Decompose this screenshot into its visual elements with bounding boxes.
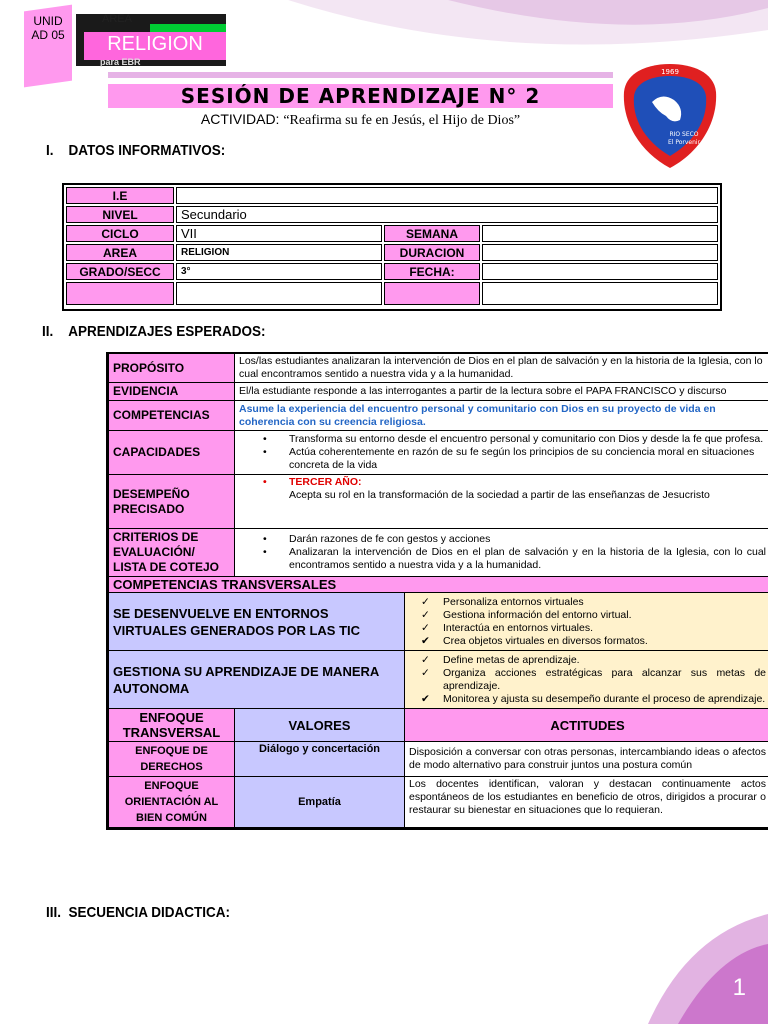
table-row xyxy=(66,225,718,242)
table-row xyxy=(109,529,768,577)
table-row xyxy=(109,401,768,431)
check-icon: ✔ xyxy=(421,692,430,705)
evidencia-text: El/la estudiante responde a las interrogantes a partir de la lectura sobre el PAPA FRANCISCO y discurso xyxy=(235,383,768,401)
semana-value xyxy=(482,225,718,242)
list-item: ✓ Define metas de aprendizaje. xyxy=(421,653,580,666)
autonoma-list xyxy=(405,651,768,709)
fecha-label: FECHA: xyxy=(384,263,480,280)
criterios-label: CRITERIOS DE EVALUACIÓN/ LISTA DE COTEJO xyxy=(109,529,235,577)
table-row xyxy=(109,475,768,529)
list-item: ✓ Gestiona información del entorno virtual. xyxy=(421,608,632,621)
section-1-title: DATOS INFORMATIVOS: xyxy=(68,142,226,159)
table-row xyxy=(109,742,768,777)
list-item: Acepta su rol en la transformación de la sociedad a partir de las enseñanzas de Jesucristo xyxy=(289,489,710,501)
transversales-heading: COMPETENCIAS TRANSVERSALES xyxy=(109,577,768,593)
table-row xyxy=(109,383,768,401)
logo-year: 1969 xyxy=(661,68,679,76)
decorative-header-wave xyxy=(248,0,768,60)
unit-label: UNID AD 05 xyxy=(31,14,65,42)
proposito-label: PROPÓSITO xyxy=(109,354,235,383)
duracion-value xyxy=(482,244,718,261)
enfoque-name: ENFOQUE DE DERECHOS xyxy=(109,742,235,777)
list-item: • Transforma su entorno desde el encuentro personal y comunitario con Dios y desde la fe que profesa. xyxy=(263,433,764,445)
capacidades-list xyxy=(235,431,768,475)
section-1-number: I. xyxy=(46,142,54,159)
list-item: ✔ Crea objetos virtuales en diversos formatos. xyxy=(421,634,648,647)
desempeno-text xyxy=(235,475,768,529)
school-logo-icon xyxy=(622,62,718,170)
info-table xyxy=(62,183,722,311)
table-row xyxy=(66,206,718,223)
enfoque-value: Empatía xyxy=(235,777,405,828)
section-2-number: II. xyxy=(42,323,54,340)
tic-label: SE DESENVUELVE EN ENTORNOS VIRTUALES GENERADOS POR LAS TIC xyxy=(109,593,405,651)
enfoque-header: ENFOQUE TRANSVERSAL xyxy=(109,709,235,742)
blank-label xyxy=(66,282,174,305)
area-subtitle: para EBR xyxy=(100,57,141,67)
check-icon: ✓ xyxy=(421,595,430,608)
enfoque-name: ENFOQUE ORIENTACIÓN AL BIEN COMÚN xyxy=(109,777,235,828)
competencias-label: COMPETENCIAS xyxy=(109,401,235,431)
grado-label: GRADO/SECC xyxy=(66,263,174,280)
enfoque-attitude: Los docentes identifican, valoran y destacan continuamente actos espontáneos de los estudiantes en beneficio de otros, dirigidos a procurar o restaurar su bienestar en situaciones que lo requieran. xyxy=(405,777,768,828)
enfoque-value: Diálogo y concertación xyxy=(235,742,405,777)
grado-value: 3° xyxy=(176,263,382,280)
check-icon: ✓ xyxy=(421,666,430,679)
section-3-title: SECUENCIA DIDACTICA: xyxy=(68,904,231,921)
list-item: ✔ Monitorea y ajusta su desempeño durante el proceso de aprendizaje. xyxy=(421,692,766,705)
fecha-value xyxy=(482,263,718,280)
desempeno-label: DESEMPEÑO PRECISADO xyxy=(109,475,235,529)
duracion-label: DURACION xyxy=(384,244,480,261)
table-row xyxy=(66,282,718,305)
table-row xyxy=(66,244,718,261)
learning-table xyxy=(106,352,768,830)
section-2-heading xyxy=(42,323,266,340)
activity-line xyxy=(108,111,613,129)
criterios-list xyxy=(235,529,768,577)
activity-text: “Reafirma su fe en Jesús, el Hijo de Dios” xyxy=(283,113,521,128)
capacidades-label: CAPACIDADES xyxy=(109,431,235,475)
area-label-cell: AREA xyxy=(66,244,174,261)
table-row xyxy=(109,709,768,742)
area-label: AREA xyxy=(102,13,132,25)
table-row xyxy=(109,577,768,593)
table-row xyxy=(109,651,768,709)
table-row xyxy=(109,431,768,475)
page-title: SESIÓN DE APRENDIZAJE N° 2 xyxy=(180,84,541,108)
ciclo-value: VII xyxy=(176,225,382,242)
table-row xyxy=(109,777,768,828)
list-item: • Actúa coherentemente en razón de su fe según los principios de su conciencia moral en situaciones concreta de la vida xyxy=(263,446,755,471)
tic-list xyxy=(405,593,768,651)
check-icon: ✔ xyxy=(421,634,430,647)
section-1-heading xyxy=(46,142,225,159)
check-icon: ✓ xyxy=(421,653,430,666)
nivel-value: Secundario xyxy=(176,206,718,223)
evidencia-label: EVIDENCIA xyxy=(109,383,235,401)
logo-text-2: El Porvenir xyxy=(667,139,701,146)
blank-label-2 xyxy=(384,282,480,305)
list-item: ✓ Organiza acciones estratégicas para alcanzar sus metas de aprendizaje. xyxy=(421,666,767,692)
subject-title: RELIGION xyxy=(107,33,203,55)
table-row xyxy=(66,187,718,204)
enfoque-attitude: Disposición a conversar con otras personas, intercambiando ideas o afectos de modo alternativo para construir juntos una postura común xyxy=(405,742,768,777)
table-row xyxy=(66,263,718,280)
blank-value xyxy=(176,282,382,305)
list-item: ✓ Interactúa en entornos virtuales. xyxy=(421,621,594,634)
ie-value xyxy=(176,187,718,204)
title-bar-accent xyxy=(108,72,613,78)
nivel-label: NIVEL xyxy=(66,206,174,223)
area-value: RELIGION xyxy=(176,244,382,261)
activity-label: ACTIVIDAD: xyxy=(200,111,280,127)
actitudes-header: ACTITUDES xyxy=(405,709,768,742)
area-accent-bar xyxy=(150,24,226,32)
list-item: • TERCER AÑO: xyxy=(263,476,362,488)
decorative-footer-wave xyxy=(648,914,768,1024)
blank-value-2 xyxy=(482,282,718,305)
logo-text-1: RIO SECO xyxy=(669,131,699,138)
ciclo-label: CICLO xyxy=(66,225,174,242)
competencias-text: Asume la experiencia del encuentro personal y comunitario con Dios en su proyecto de vida en coherencia con su creencia religiosa. xyxy=(235,401,768,431)
list-item: ✓ Personaliza entornos virtuales xyxy=(421,595,584,608)
section-3-heading xyxy=(46,904,230,921)
list-item: • Analizaran la intervención de Dios en el plan de salvación y en la historia de la Iglesia, con lo cual encontramos sentido a nuestra vida y a la humanidad. xyxy=(263,546,767,571)
valores-header: VALORES xyxy=(235,709,405,742)
page-number: 1 xyxy=(732,974,746,1001)
section-3-number: III. xyxy=(46,904,62,921)
semana-label: SEMANA xyxy=(384,225,480,242)
check-icon: ✓ xyxy=(421,621,430,634)
section-2-title: APRENDIZAJES ESPERADOS: xyxy=(68,323,266,340)
check-icon: ✓ xyxy=(421,608,430,621)
autonoma-label: GESTIONA SU APRENDIZAJE DE MANERA AUTONOMA xyxy=(109,651,405,709)
table-row xyxy=(109,354,768,383)
table-row xyxy=(109,593,768,651)
proposito-text: Los/las estudiantes analizaran la intervención de Dios en el plan de salvación y en la historia de la Iglesia, con lo cual encontramos sentido a nuestra vida y a la humanidad. xyxy=(235,354,768,383)
ie-label: I.E xyxy=(66,187,174,204)
list-item: • Darán razones de fe con gestos y acciones xyxy=(263,533,491,545)
